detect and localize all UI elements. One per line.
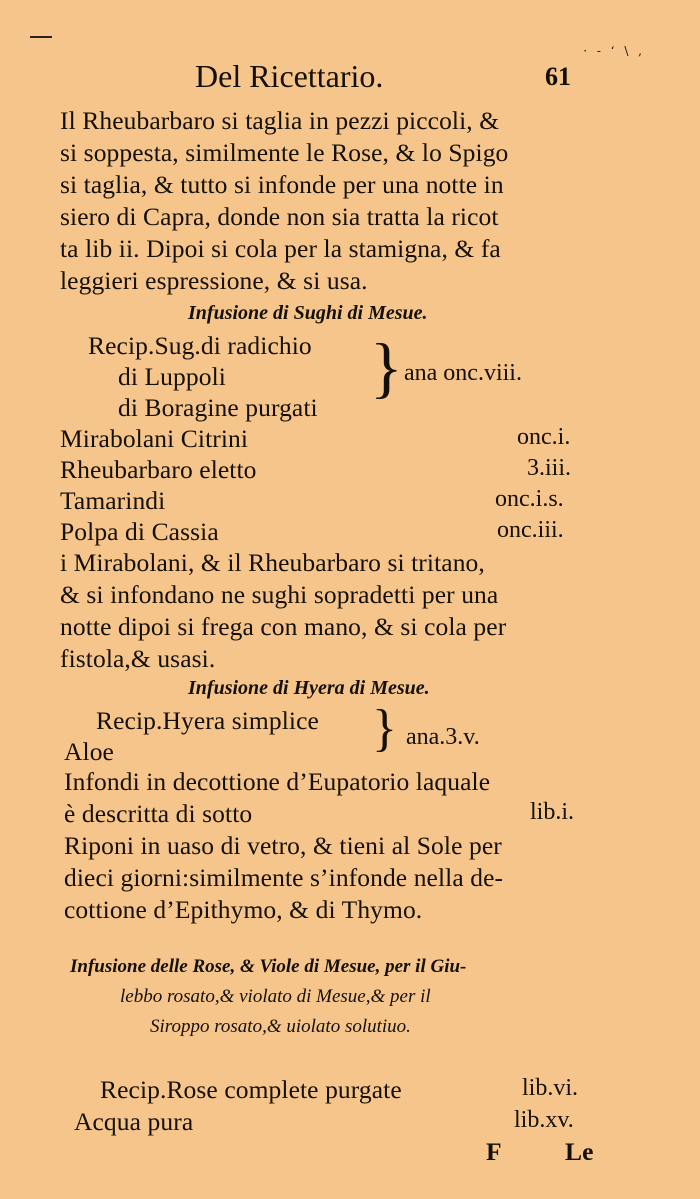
ingredient-amount: onc.iii. — [497, 517, 564, 543]
section-heading: Infusione di Sughi di Mesue. — [188, 302, 428, 324]
folio-number: 61 — [545, 62, 571, 91]
grouping-brace: } — [372, 700, 397, 757]
section-heading: Infusione di Hyera di Mesue. — [188, 677, 430, 699]
ingredient-name: Polpa di Cassia — [60, 517, 219, 546]
recipe-line: Recip.Sug.di radichio — [88, 331, 312, 360]
paragraph-line: siero di Capra, donde non sia tratta la ricot — [60, 202, 499, 231]
ingredient-amount: lib.xv. — [514, 1107, 574, 1133]
ingredient-amount: lib.i. — [530, 799, 575, 825]
section-heading-line: Siroppo rosato,& uiolato solutiuo. — [150, 1016, 411, 1037]
paragraph-line: è descritta di sotto — [64, 799, 253, 828]
paragraph-line: ta lib ii. Dipoi si cola per la stamigna, & fa — [60, 234, 501, 263]
ingredient-amount: onc.i.s. — [495, 486, 564, 512]
ingredient-name: Recip.Rose complete purgate — [100, 1075, 402, 1104]
ingredient-amount: onc.i. — [517, 424, 571, 450]
recipe-amount: ana onc.viii. — [404, 360, 522, 386]
recipe-line: di Luppoli — [118, 362, 226, 391]
ingredient-name: Acqua pura — [74, 1107, 194, 1136]
paragraph-line: cottione d’Epithymo, & di Thymo. — [64, 895, 423, 924]
paragraph-line: Infondi in decottione d’Eupatorio laquale — [64, 767, 491, 796]
grouping-brace: } — [370, 329, 403, 405]
section-heading-line: lebbo rosato,& violato di Mesue,& per il — [120, 986, 431, 1007]
recipe-line: Aloe — [64, 737, 114, 766]
paragraph-line: leggieri espressione, & si usa. — [60, 266, 368, 295]
paragraph-line: dieci giorni:similmente s’infonde nella de- — [64, 863, 504, 892]
paragraph-line: & si infondano ne sughi sopradetti per una — [60, 580, 499, 609]
signature-mark: F — [486, 1137, 502, 1166]
paragraph-line: fistola,& usasi. — [60, 644, 216, 673]
recipe-amount: ana.3.v. — [406, 724, 480, 750]
ingredient-name: Tamarindi — [60, 486, 166, 515]
paragraph-line: i Mirabolani, & il Rheubarbaro si tritano, — [60, 548, 485, 577]
recipe-line: di Boragine purgati — [118, 393, 318, 422]
paragraph-line: notte dipoi si frega con mano, & si cola per — [60, 612, 507, 641]
catchword: Le — [565, 1137, 594, 1166]
ingredient-amount: lib.vi. — [522, 1075, 579, 1101]
paragraph-line: Il Rheubarbaro si taglia in pezzi piccoli, & — [60, 106, 500, 135]
paragraph-line: si soppesta, similmente le Rose, & lo Spigo — [60, 138, 509, 167]
ingredient-name: Mirabolani Citrini — [60, 424, 249, 453]
page-specks: · - ‘ \ , — [583, 44, 645, 58]
ingredient-amount: 3.iii. — [527, 455, 572, 481]
paragraph-line: Riponi in uaso di vetro, & tieni al Sole per — [64, 831, 502, 860]
recipe-line: Recip.Hyera simplice — [96, 706, 319, 735]
running-header-title: Del Ricettario. — [195, 58, 384, 94]
paragraph-line: si taglia, & tutto si infonde per una notte in — [60, 170, 504, 199]
top-rule — [30, 36, 52, 38]
section-heading-line: Infusione delle Rose, & Viole di Mesue, per il Giu- — [70, 956, 467, 977]
ingredient-name: Rheubarbaro eletto — [60, 455, 257, 484]
